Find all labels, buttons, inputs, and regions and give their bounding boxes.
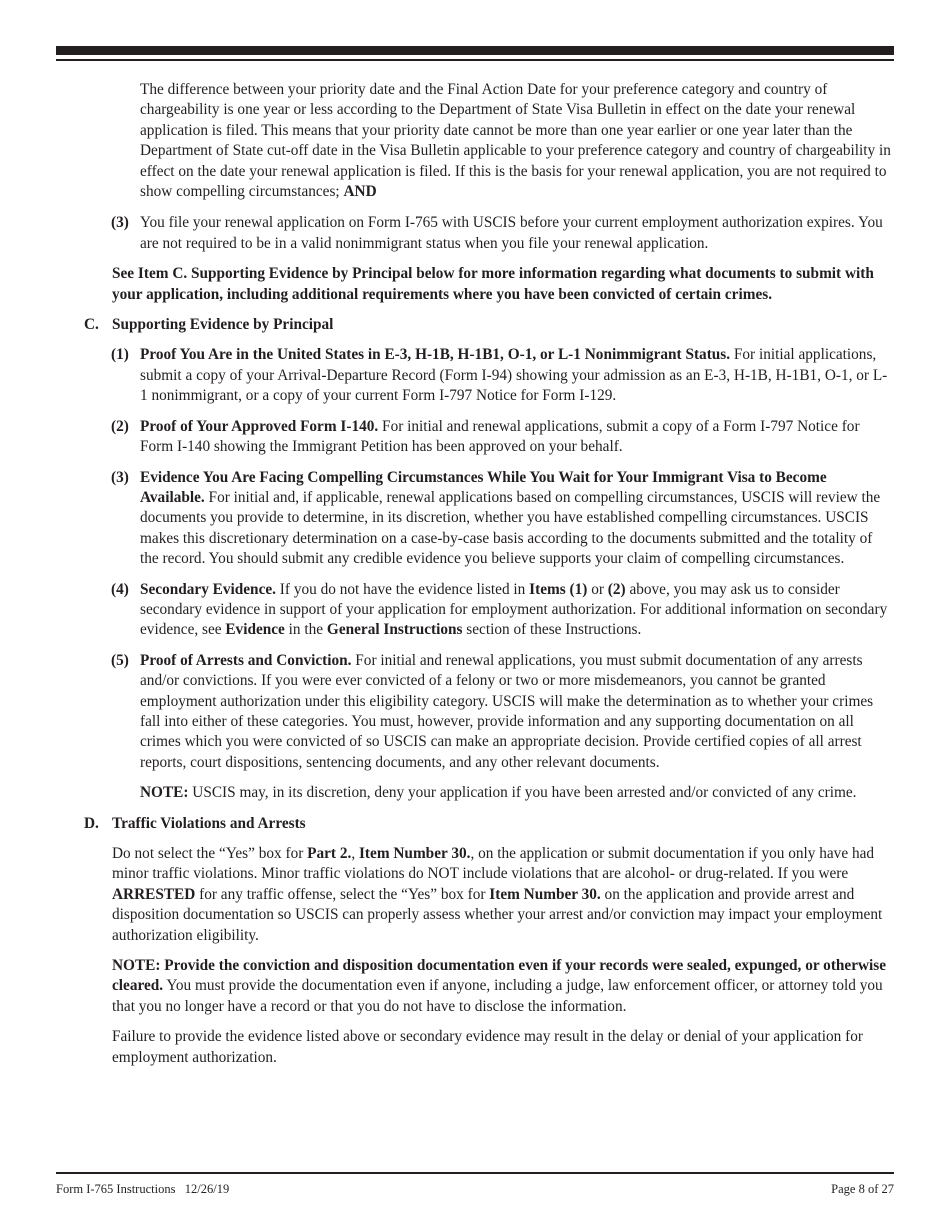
arrested-emphasis: ARRESTED xyxy=(112,885,196,903)
item-number: (3) xyxy=(111,468,129,486)
item-text: in the xyxy=(284,621,327,639)
section-title: Traffic Violations and Arrests xyxy=(112,814,306,832)
item-number: (4) xyxy=(111,580,129,598)
item-bold-lead: Secondary Evidence. xyxy=(140,580,276,598)
item-bold-lead: Proof You Are in the United States in E-3, H-1B, H-1B1, O-1, or L-1 Nonimmigrant Status. xyxy=(140,346,731,364)
item-30-ref: Item Number 30. xyxy=(489,885,601,903)
para-text: for any traffic offense, select the “Yes” box for xyxy=(195,885,490,903)
section-letter: C. xyxy=(84,316,99,334)
section-c-note xyxy=(140,783,894,803)
para-text: , on the application or submit documentation if you only have had minor traffic violations. Minor traffic violations do NOT include violations that are alcohol- or drug-related. If you were xyxy=(112,845,875,883)
section-title: Supporting Evidence by Principal xyxy=(112,316,334,334)
section-c-heading xyxy=(0,315,950,335)
item-b3 xyxy=(0,213,950,254)
para-text: Do not select the “Yes” box for xyxy=(112,845,308,862)
section-d-paragraph-1 xyxy=(112,844,894,946)
see-item-c-note: See Item C. Supporting Evidence by Principal below for more information regarding what documents to submit with your application, including additional requirements where you have been convicted of certain crimes. xyxy=(112,265,874,303)
item-c2 xyxy=(0,417,950,458)
item-number: (5) xyxy=(111,651,129,669)
item-bold-lead: Evidence You Are Facing Compelling Circumstances While You Wait for Your Immigrant Visa to Become Available. xyxy=(140,468,827,506)
para-text: on the application and provide arrest and disposition documentation so USCIS can properly assess whether your arrest and/or conviction may impact your employment authorization eligibility. xyxy=(112,885,883,944)
items-1-ref: Items (1) xyxy=(529,580,588,598)
evidence-ref: Evidence xyxy=(225,621,285,639)
item-text: above, you may ask us to consider secondary evidence in support of your application for employment authorization. For additional information on secondary evidence, see xyxy=(140,580,888,639)
intro-text: The difference between your priority date and the Final Action Date for your preference category and country of chargeability is one year or less according to the Department of State Visa Bulletin in effect on the date your renewal application is filed. This means that your priority date cannot be more than one year earlier or one year later than the Department of State cut-off date in the Visa Bulletin applicable to your preference category and country of chargeability in effect on the date your renewal application is filed. If this is the basis for your renewal application, you are not required to show compelling circumstances; xyxy=(140,81,891,201)
note-text: You must provide the documentation even if anyone, including a judge, law enforcement officer, or attorney told you that you no longer have a record or that you do not have to disclose the information. xyxy=(112,977,883,1015)
part-2-ref: Part 2. xyxy=(307,845,352,862)
section-d-paragraph-3: Failure to provide the evidence listed above or secondary evidence may result in the delay or denial of your application for employment authorization. xyxy=(112,1028,863,1066)
items-2-ref: (2) xyxy=(607,580,626,598)
general-instructions-ref: General Instructions xyxy=(326,621,463,639)
item-text: If you do not have the evidence listed in xyxy=(275,580,530,598)
header-rule-thin xyxy=(56,59,894,61)
item-c4 xyxy=(0,580,950,641)
item-number: (1) xyxy=(111,346,129,364)
section-d-heading xyxy=(0,814,950,834)
item-c3 xyxy=(0,468,950,570)
footer-rule xyxy=(56,1172,894,1174)
note-label: NOTE: xyxy=(140,784,189,802)
section-letter: D. xyxy=(84,814,99,832)
item-text: For initial applications, submit a copy of your Arrival-Departure Record (Form I-94) showing your admission as an E-3, H-1B, H-1B1, O-1, or L-1 nonimmigrant, or a copy of your current Form I-797 Notice for Form I-129. xyxy=(140,346,888,405)
intro-and: AND xyxy=(343,183,377,201)
header-rule-thick xyxy=(56,46,894,55)
footer-form-id: Form I-765 Instructions 12/26/19 xyxy=(56,1182,230,1196)
item-30-ref: Item Number 30. xyxy=(358,845,471,862)
footer-page-number: Page 8 of 27 xyxy=(831,1182,894,1196)
item-c1 xyxy=(0,345,950,406)
item-number: (3) xyxy=(111,214,129,232)
item-bold-lead: Proof of Your Approved Form I-140. xyxy=(140,417,379,435)
item-text: section of these Instructions. xyxy=(462,621,642,639)
item-text: or xyxy=(587,580,608,598)
item-text: You file your renewal application on Form I-765 with USCIS before your current employment authorization expires. You are not required to be in a valid nonimmigrant status when you file your renewal application. xyxy=(140,214,883,252)
intro-paragraph xyxy=(140,80,894,202)
section-d-note xyxy=(112,956,894,1017)
item-number: (2) xyxy=(111,417,129,435)
item-text: For initial and renewal applications, submit a copy of a Form I-797 Notice for Form I-140 showing the Immigrant Petition has been approved on your behalf. xyxy=(140,417,860,456)
note-text: USCIS may, in its discretion, deny your application if you have been arrested and/or convicted of any crime. xyxy=(188,784,857,802)
item-c5 xyxy=(0,651,950,773)
item-text: For initial and, if applicable, renewal applications based on compelling circumstances, USCIS will review the documents you provide to determine, in its discretion, whether you have established compelling circumstances. USCIS makes this discretionary determination on a case-by-case basis according to the documents submitted and the totality of the record. You should submit any credible evidence you believe supports your claim of compelling circumstances. xyxy=(140,488,881,568)
item-bold-lead: Proof of Arrests and Conviction. xyxy=(140,651,352,669)
item-text: For initial and renewal applications, you must submit documentation of any arrests and/or convictions. If you were ever convicted of a felony or two or more misdemeanors, you cannot be granted employment authorization under this eligibility category. USCIS will make the determination as to whether your crimes fall into either of these categories. You must, however, provide information and any supporting documentation on all crimes which you were convicted of so USCIS can make an appropriate decision. Provide certified copies of all arrest reports, court dispositions, sentencing documents, and any other relevant documents. xyxy=(140,651,874,771)
note-bold: NOTE: Provide the conviction and disposition documentation even if your records were sealed, expunged, or otherwise cleared. xyxy=(112,957,887,995)
page-content xyxy=(0,80,950,1068)
para-text: , xyxy=(351,845,359,862)
